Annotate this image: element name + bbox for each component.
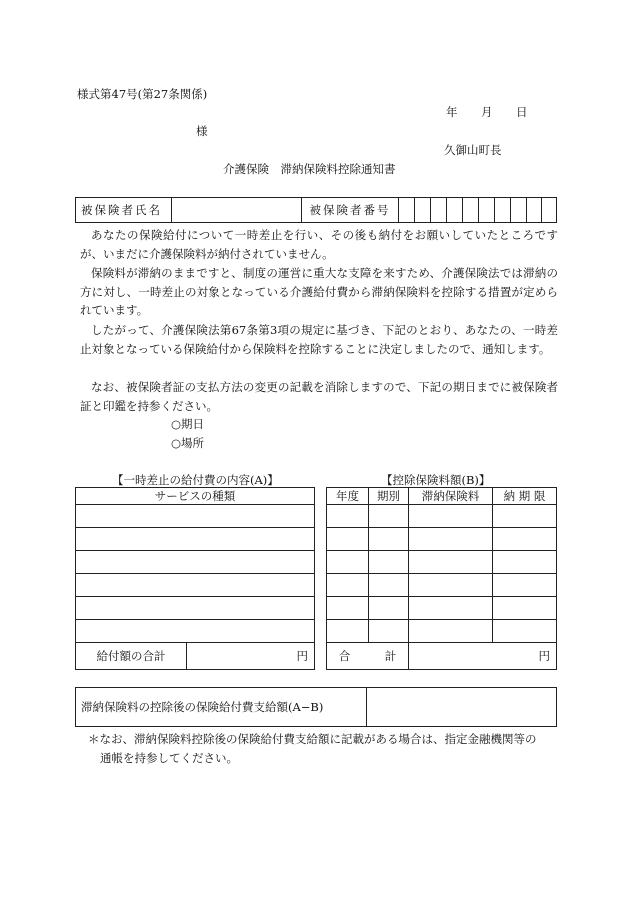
- insured-name-field[interactable]: [172, 198, 302, 223]
- table-cell[interactable]: [493, 551, 557, 574]
- table-b-heading: 【控除保険料額(B)】: [381, 473, 491, 487]
- payment-amount-label: 滞納保険料の控除後の保険給付費支給額(A−B): [76, 688, 367, 727]
- table-row[interactable]: [76, 597, 315, 620]
- deduction-table: [326, 487, 557, 670]
- table-cell[interactable]: [409, 597, 493, 620]
- table-cell[interactable]: [327, 620, 369, 643]
- insured-number-digit[interactable]: [479, 198, 495, 223]
- table-cell[interactable]: [409, 551, 493, 574]
- date-month: 月: [481, 105, 493, 119]
- table-cell[interactable]: [327, 551, 369, 574]
- deduction-total-yen[interactable]: 円: [409, 643, 557, 670]
- insured-number-digit[interactable]: [431, 198, 447, 223]
- table-cell[interactable]: [369, 551, 409, 574]
- table-cell[interactable]: [327, 574, 369, 597]
- paragraph-2: 保険料が滞納のままですと、制度の運営に重大な支障を来すため、介護保険法では滞納の方に対し、一時差止の対象となっている介護給付費から滞納保険料を控除する措置が定められています。: [80, 266, 558, 318]
- table-cell[interactable]: [369, 505, 409, 528]
- insured-number-digit[interactable]: [447, 198, 463, 223]
- benefit-total-label: 給付額の合計: [76, 643, 187, 670]
- insured-number-label: 被保険者番号: [302, 198, 399, 223]
- table-cell[interactable]: [493, 528, 557, 551]
- addressee-suffix: 様: [196, 124, 208, 138]
- table-cell[interactable]: [493, 574, 557, 597]
- table-cell[interactable]: [493, 620, 557, 643]
- fiscal-year-header: 年度: [327, 488, 369, 505]
- table-cell[interactable]: [409, 528, 493, 551]
- insured-number-digit[interactable]: [527, 198, 542, 223]
- payment-amount-field[interactable]: [367, 688, 557, 727]
- payment-table: [75, 687, 557, 727]
- arrears-header: 滞納保険料: [409, 488, 493, 505]
- table-row[interactable]: [76, 505, 315, 528]
- document-title: 介護保険 滞納保険料控除通知書: [223, 162, 396, 176]
- note-line-2: 通帳を持参してください。: [100, 751, 238, 765]
- table-cell[interactable]: [327, 528, 369, 551]
- insured-name-label: 被保険者氏名: [76, 198, 172, 223]
- place-item: ○場所: [171, 436, 205, 450]
- insured-number-digit[interactable]: [415, 198, 431, 223]
- issuer: 久御山町長: [444, 143, 502, 157]
- table-cell[interactable]: [409, 620, 493, 643]
- table-row[interactable]: [76, 574, 315, 597]
- service-type-header: サービスの種類: [76, 488, 315, 505]
- benefit-total-yen[interactable]: 円: [187, 643, 315, 670]
- paragraph-3: したがって、介護保険法第67条第3項の規定に基づき、下記のとおり、あなたの、一時差止対象となっている保険給付から保険料を控除することに決定しましたので、通知します。: [80, 323, 558, 356]
- table-cell[interactable]: [493, 505, 557, 528]
- table-row[interactable]: [76, 551, 315, 574]
- due-date-header: 納 期 限: [493, 488, 557, 505]
- table-row[interactable]: [76, 620, 315, 643]
- table-cell[interactable]: [327, 505, 369, 528]
- table-cell[interactable]: [369, 574, 409, 597]
- insured-number-digit[interactable]: [542, 198, 557, 223]
- paragraph-4: なお、被保険者証の支払方法の変更の記載を消除しますので、下記の期日までに被保険者証と印鑑を持参ください。: [80, 380, 558, 413]
- insured-number-digit[interactable]: [511, 198, 527, 223]
- table-cell[interactable]: [327, 597, 369, 620]
- insured-number-digit[interactable]: [399, 198, 415, 223]
- paragraph-1: あなたの保険給付について一時差止を行い、その後も納付をお願いしていたところですが、いまだに介護保険料が納付されていません。: [80, 228, 558, 261]
- date-year: 年: [446, 105, 458, 119]
- table-cell[interactable]: [409, 505, 493, 528]
- benefit-table: [75, 487, 315, 670]
- table-cell[interactable]: [493, 597, 557, 620]
- insured-number-digit[interactable]: [495, 198, 511, 223]
- date-day: 日: [516, 105, 528, 119]
- insured-number-digit[interactable]: [463, 198, 479, 223]
- table-cell[interactable]: [409, 574, 493, 597]
- term-header: 期別: [369, 488, 409, 505]
- due-date-item: ○期日: [171, 417, 205, 431]
- table-row[interactable]: [76, 528, 315, 551]
- table-a-heading: 【一時差止の給付費の内容(A)】: [112, 473, 279, 487]
- table-cell[interactable]: [369, 528, 409, 551]
- form-number: 様式第47号(第27条関係): [77, 87, 208, 101]
- deduction-total-label: 合 計: [327, 643, 409, 670]
- note-line-1: ＊なお、滞納保険料控除後の保険給付費支給額に記載がある場合は、指定金融機関等の: [88, 732, 537, 746]
- table-cell[interactable]: [369, 597, 409, 620]
- insured-table: [75, 197, 557, 223]
- table-cell[interactable]: [369, 620, 409, 643]
